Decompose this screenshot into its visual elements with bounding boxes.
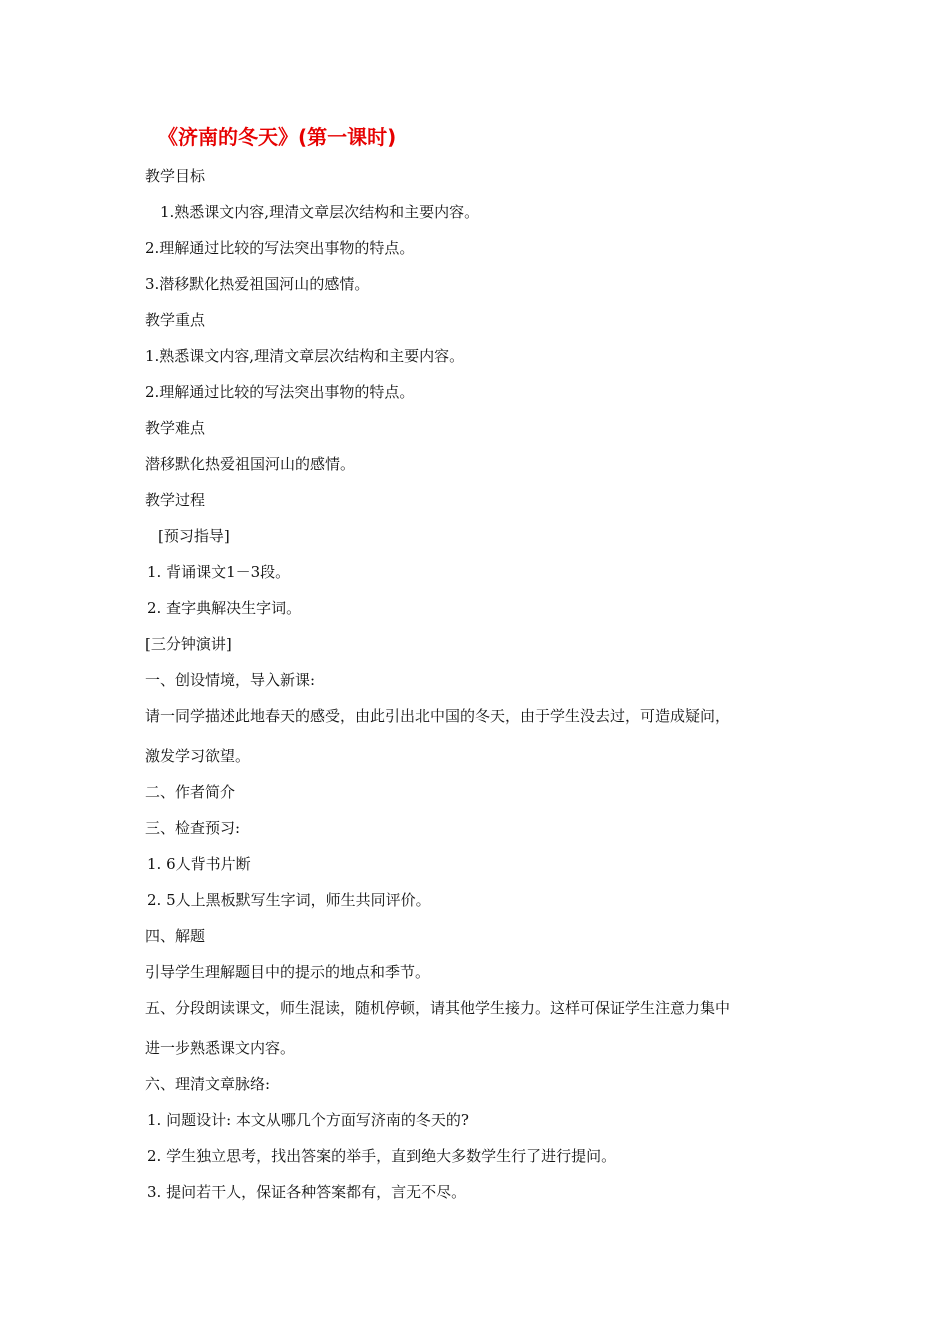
difficulty-text: 潜移默化热爱祖国河山的感情。 — [145, 455, 356, 473]
step-1-text-line-1: 请一同学描述此地春天的感受，由此引出北中国的冬天，由于学生没去过，可造成疑问， — [145, 707, 731, 725]
step-4-text: 引导学生理解题目中的提示的地点和季节。 — [145, 963, 431, 981]
section-heading-key-points: 教学重点 — [145, 311, 206, 329]
preview-item-1: 1. 背诵课文1－3段。 — [147, 563, 291, 581]
key-point-1: 1.熟悉课文内容,理清文章层次结构和主要内容。 — [145, 347, 465, 365]
speech-heading: [三分钟演讲] — [145, 635, 232, 653]
step-1-heading: 一、创设情境，导入新课: — [145, 671, 316, 689]
section-heading-objectives: 教学目标 — [145, 167, 206, 185]
step-6-item-1: 1. 问题设计: 本文从哪几个方面写济南的冬天的? — [147, 1111, 469, 1129]
step-6-item-3: 3. 提问若干人，保证各种答案都有，言无不尽。 — [147, 1183, 467, 1201]
section-heading-difficulty: 教学难点 — [145, 419, 206, 437]
step-5-text-line-1: 五、分段朗读课文，师生混读，随机停顿，请其他学生接力。这样可保证学生注意力集中 — [145, 999, 731, 1017]
step-4-heading: 四、解题 — [145, 927, 206, 945]
step-3-item-1: 1. 6人背书片断 — [147, 855, 251, 873]
step-5-text-line-2: 进一步熟悉课文内容。 — [145, 1039, 296, 1057]
key-point-2: 2.理解通过比较的写法突出事物的特点。 — [145, 383, 415, 401]
step-3-heading: 三、检查预习: — [145, 819, 241, 837]
objective-2: 2.理解通过比较的写法突出事物的特点。 — [145, 239, 415, 257]
objective-1: 1.熟悉课文内容,理清文章层次结构和主要内容。 — [160, 203, 480, 221]
section-heading-process: 教学过程 — [145, 491, 206, 509]
document-title: 《济南的冬天》(第一课时) — [158, 125, 397, 149]
step-3-item-2: 2. 5人上黑板默写生字词，师生共同评价。 — [147, 891, 431, 909]
step-2-heading: 二、作者简介 — [145, 783, 236, 801]
preview-item-2: 2. 查字典解决生字词。 — [147, 599, 302, 617]
step-6-item-2: 2. 学生独立思考，找出答案的举手，直到绝大多数学生行了进行提问。 — [147, 1147, 617, 1165]
objective-3: 3.潜移默化热爱祖国河山的感情。 — [145, 275, 370, 293]
step-6-heading: 六、理清文章脉络: — [145, 1075, 271, 1093]
preview-guide-heading: [预习指导] — [158, 527, 230, 545]
step-1-text-line-2: 激发学习欲望。 — [145, 747, 251, 765]
